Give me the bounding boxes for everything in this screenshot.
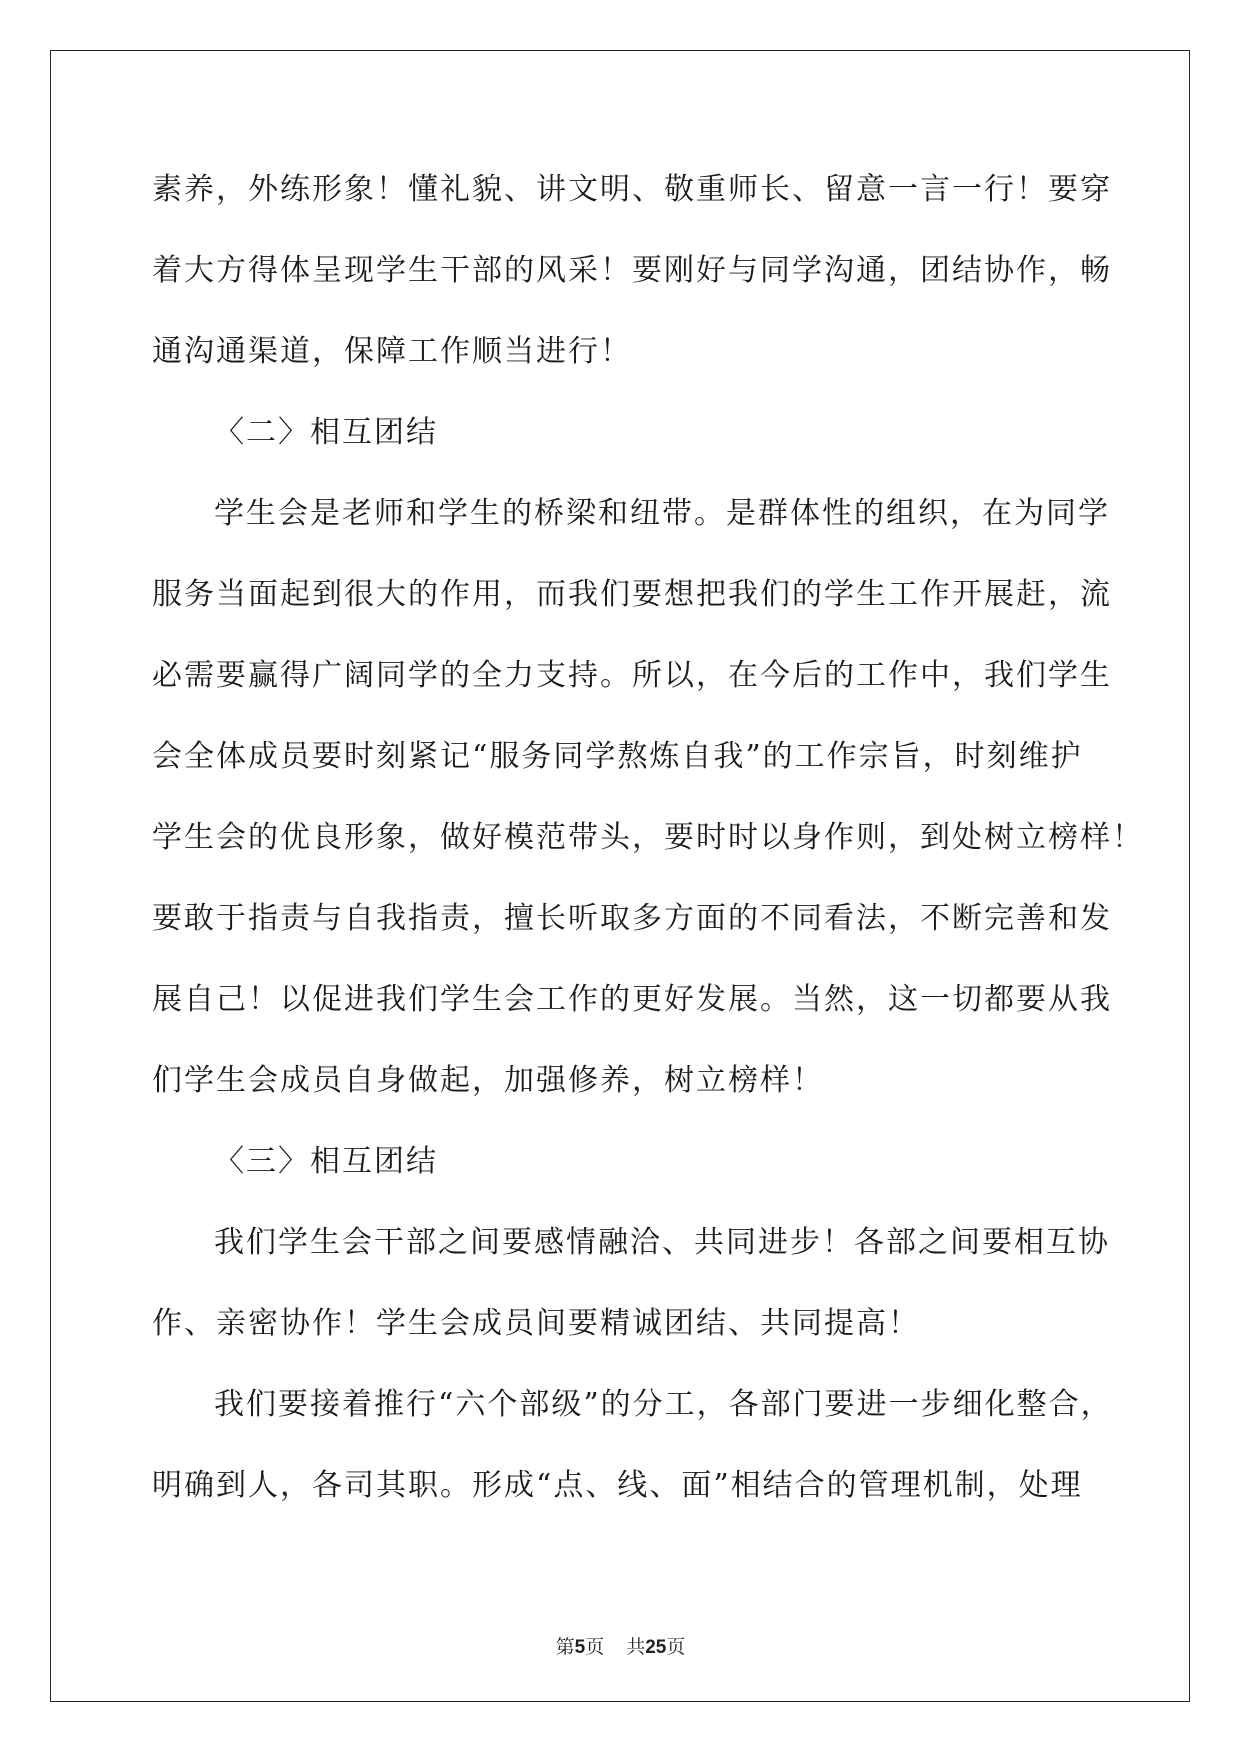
body-line: 通沟通渠道，保障工作顺当进行！: [152, 334, 632, 369]
section-heading-3: 〈三〉相互团结: [214, 1144, 438, 1179]
body-line: 会全体成员要时刻紧记“服务同学熬炼自我”的工作宗旨，时刻维护: [152, 739, 1083, 774]
total-pages: 25: [645, 1637, 667, 1658]
page-footer: [0, 1632, 1241, 1659]
footer-prefix: 第: [555, 1636, 575, 1658]
body-line: 着大方得体呈现学生干部的风采！要刚好与同学沟通，团结协作，畅: [152, 253, 1112, 288]
footer-total-suffix: 页: [666, 1636, 686, 1658]
paragraph-start: 我们学生会干部之间要感情融洽、共同进步！各部之间要相互协: [214, 1225, 1110, 1260]
body-line: 素养，外练形象！懂礼貌、讲文明、敬重师长、留意一言一行！要穿: [152, 172, 1112, 207]
paragraph-start: 学生会是老师和学生的桥梁和纽带。是群体性的组织，在为同学: [214, 496, 1110, 531]
body-line: 学生会的优良形象，做好模范带头，要时时以身作则，到处树立榜样！: [152, 820, 1144, 855]
footer-total-prefix: 共: [626, 1636, 646, 1658]
document-body: [152, 160, 1144, 1537]
paragraph-start: 我们要接着推行“六个部级”的分工，各部门要进一步细化整合，: [214, 1387, 1113, 1422]
body-line: 展自己！以促进我们学生会工作的更好发展。当然，这一切都要从我: [152, 982, 1112, 1017]
body-line: 要敢于指责与自我指责，擅长听取多方面的不同看法，不断完善和发: [152, 901, 1112, 936]
body-line: 服务当面起到很大的作用，而我们要想把我们的学生工作开展赶，流: [152, 577, 1112, 612]
footer-page-suffix: 页: [585, 1636, 605, 1658]
body-line: 作、亲密协作！学生会成员间要精诚团结、共同提高！: [152, 1306, 920, 1341]
body-line: 们学生会成员自身做起，加强修养，树立榜样！: [152, 1063, 824, 1098]
body-line: 必需要赢得广阔同学的全力支持。所以，在今后的工作中，我们学生: [152, 658, 1112, 693]
body-line: 明确到人，各司其职。形成“点、线、面”相结合的管理机制，处理: [152, 1468, 1083, 1503]
page-number: 5: [574, 1637, 586, 1658]
section-heading-2: 〈二〉相互团结: [214, 415, 438, 450]
